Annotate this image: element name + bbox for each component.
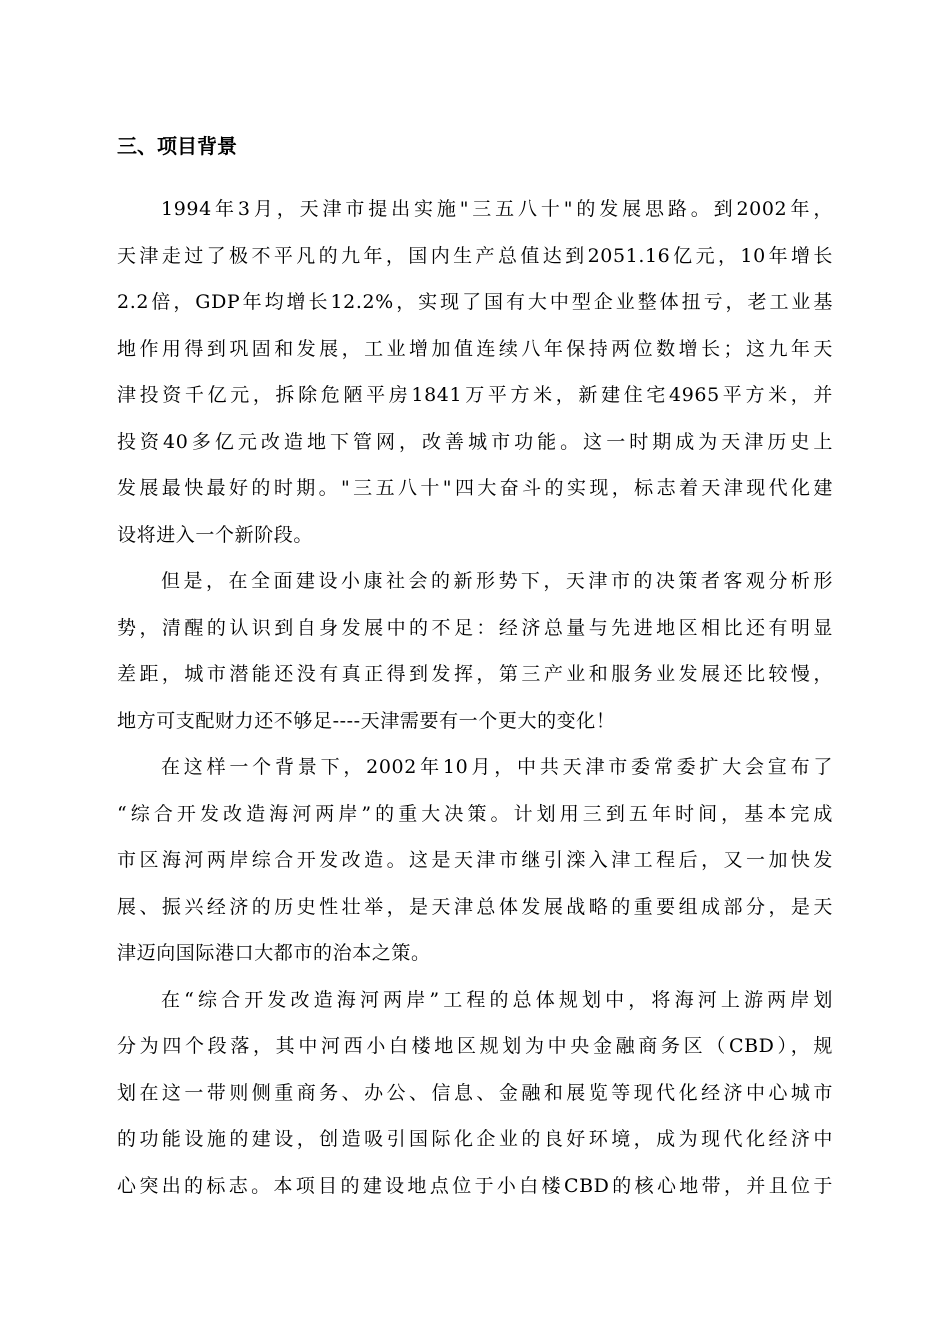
paragraph-line: 地作用得到巩固和发展，工业增加值连续八年保持两位数增长；这九年天 bbox=[117, 337, 833, 360]
paragraph-line: 划在这一带则侧重商务、办公、信息、金融和展览等现代化经济中心城市 bbox=[117, 1081, 833, 1104]
paragraph-line: 势，清醒的认识到自身发展中的不足：经济总量与先进地区相比还有明显 bbox=[117, 616, 833, 639]
paragraph-line: 发展最快最好的时期。"三五八十"四大奋斗的实现，标志着天津现代化建 bbox=[117, 477, 833, 499]
paragraph-2 bbox=[117, 558, 833, 744]
section-heading: 三、项目背景 bbox=[117, 134, 237, 158]
document-page bbox=[117, 126, 833, 1209]
paragraph-line: 天津走过了极不平凡的九年，国内生产总值达到2051.16亿元，10年增长 bbox=[117, 244, 833, 267]
paragraph-line: 在“综合开发改造海河两岸”工程的总体规划中，将海河上游两岸划 bbox=[161, 988, 833, 1011]
paragraph-line: 设将进入一个新阶段。 bbox=[117, 523, 314, 546]
body-text bbox=[117, 186, 833, 1209]
paragraph-line: 心突出的标志。本项目的建设地点位于小白楼CBD的核心地带，并且位于 bbox=[117, 1174, 833, 1197]
paragraph-line: 投资40多亿元改造地下管网，改善城市功能。这一时期成为天津历史上 bbox=[117, 430, 833, 453]
paragraph-line: 差距，城市潜能还没有真正得到发挥，第三产业和服务业发展还比较慢， bbox=[117, 663, 833, 685]
paragraph-3 bbox=[117, 744, 833, 977]
paragraph-4 bbox=[117, 977, 833, 1210]
paragraph-line: 1994年3月，天津市提出实施"三五八十"的发展思路。到2002年， bbox=[161, 198, 833, 220]
paragraph-line: 分为四个段落，其中河西小白楼地区规划为中央金融商务区（CBD），规 bbox=[117, 1035, 833, 1057]
paragraph-line: 津迈向国际港口大都市的治本之策。 bbox=[117, 942, 431, 964]
paragraph-line: 2.2倍，GDP年均增长12.2%，实现了国有大中型企业整体扭亏，老工业基 bbox=[117, 291, 833, 313]
paragraph-line: 在这样一个背景下，2002年10月，中共天津市委常委扩大会宣布了 bbox=[161, 756, 833, 778]
paragraph-line: 的功能设施的建设，创造吸引国际化企业的良好环境，成为现代化经济中 bbox=[117, 1128, 833, 1150]
paragraph-line: 津投资千亿元，拆除危陋平房1841万平方米，新建住宅4965平方米，并 bbox=[117, 384, 833, 406]
paragraph-line: 展、振兴经济的历史性壮举，是天津总体发展战略的重要组成部分，是天 bbox=[117, 895, 833, 918]
paragraph-line: 地方可支配财力还不够足----天津需要有一个更大的变化！ bbox=[117, 709, 616, 732]
paragraph-1 bbox=[117, 186, 833, 558]
paragraph-line: 但是，在全面建设小康社会的新形势下，天津市的决策者客观分析形 bbox=[161, 570, 833, 592]
paragraph-line: 市区海河两岸综合开发改造。这是天津市继引滦入津工程后，又一加快发 bbox=[117, 849, 833, 871]
paragraph-line: “综合开发改造海河两岸”的重大决策。计划用三到五年时间，基本完成 bbox=[117, 802, 833, 825]
